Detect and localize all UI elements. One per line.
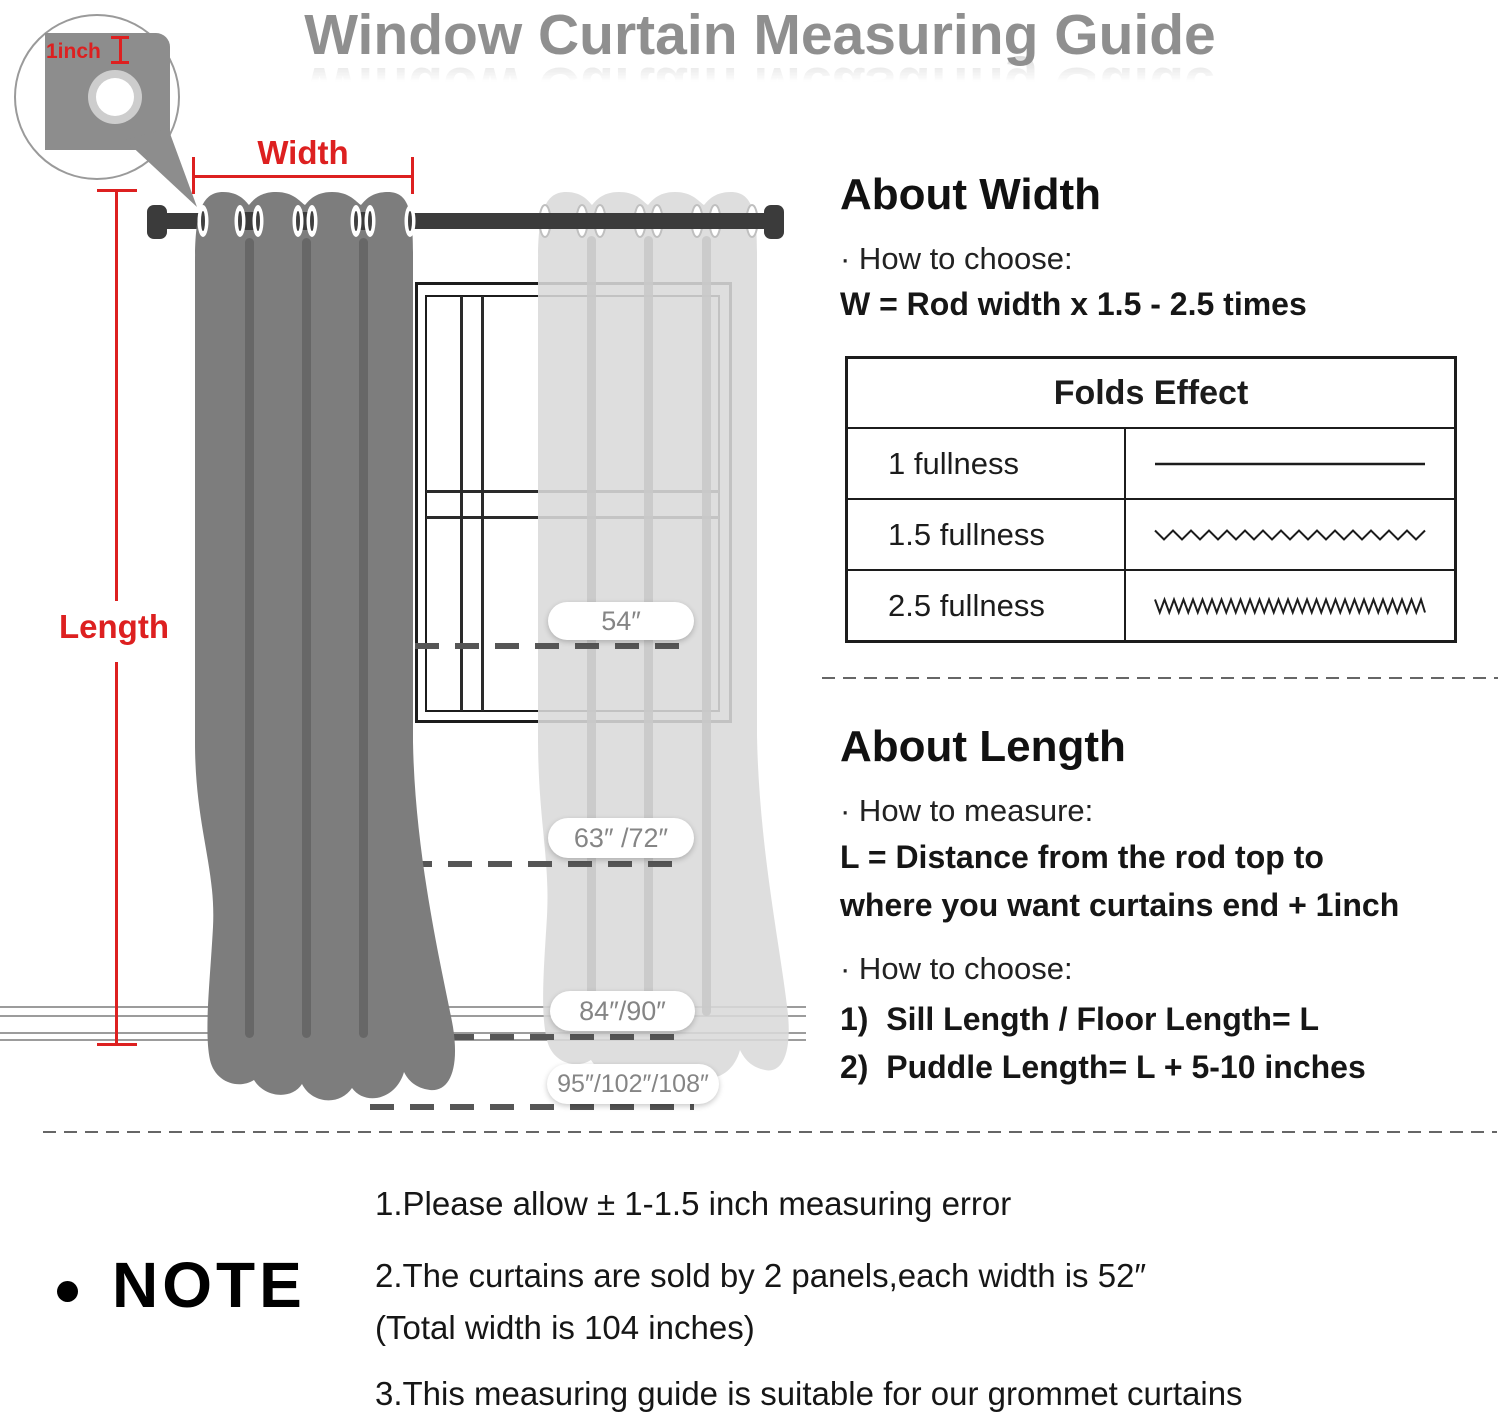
about-length-how-to-measure: · How to measure: bbox=[840, 793, 1094, 828]
about-length-heading: About Length bbox=[840, 722, 1126, 771]
length-measure-tick bbox=[97, 1043, 137, 1046]
fold-row bbox=[848, 429, 1454, 500]
folds-table-title: Folds Effect bbox=[848, 359, 1454, 429]
fold-row-label: 1.5 fullness bbox=[848, 500, 1126, 569]
dark-curtain-panel bbox=[150, 182, 470, 1120]
about-width-formula: W = Rod width x 1.5 - 2.5 times bbox=[840, 286, 1307, 322]
note-item-3: 3.This measuring guide is suitable for our grommet curtains bbox=[375, 1375, 1243, 1412]
length-formula-line2: where you want curtains end + 1inch bbox=[840, 887, 1400, 923]
curtain-rod-finial-right bbox=[764, 205, 784, 239]
note-bullet bbox=[57, 1281, 78, 1302]
about-width-heading: About Width bbox=[840, 170, 1102, 219]
width-measure-line bbox=[193, 175, 413, 178]
size-marker-63-72: 63″ /72″ bbox=[548, 818, 694, 858]
note-label: NOTE bbox=[112, 1249, 306, 1321]
length-measure-line bbox=[115, 191, 118, 601]
fold-pattern-zigzag bbox=[1145, 510, 1435, 560]
grommet-detail-hole bbox=[96, 78, 134, 116]
size-marker-54: 54″ bbox=[548, 602, 694, 640]
length-measure-line bbox=[115, 662, 118, 1044]
size-marker-95-102-108: 95″/102″/108″ bbox=[547, 1064, 719, 1104]
note-item-1: 1.Please allow ± 1-1.5 inch measuring error bbox=[375, 1185, 1012, 1222]
fold-row-label: 2.5 fullness bbox=[848, 571, 1126, 640]
about-length-how-to-choose: · How to choose: bbox=[840, 951, 1073, 986]
fold-row-label: 1 fullness bbox=[848, 429, 1126, 498]
length-label: Length bbox=[59, 608, 169, 645]
one-inch-measure-tick bbox=[111, 61, 129, 64]
note-item-2b: (Total width is 104 inches) bbox=[375, 1309, 755, 1346]
section-divider bbox=[822, 677, 1498, 679]
length-choice-sill-floor: 1) Sill Length / Floor Length= L bbox=[840, 1001, 1320, 1037]
bottom-divider bbox=[43, 1131, 1497, 1133]
width-label: Width bbox=[257, 134, 349, 171]
one-inch-label: 1inch bbox=[46, 40, 101, 63]
sheer-curtain-panel bbox=[480, 186, 810, 1116]
width-measure-tick bbox=[411, 157, 414, 194]
fold-pattern-zigzag-dense bbox=[1145, 581, 1435, 631]
fold-pattern-straight bbox=[1145, 439, 1435, 489]
fold-row bbox=[848, 500, 1454, 571]
one-inch-measure-tick bbox=[111, 36, 129, 39]
length-choice-puddle: 2) Puddle Length= L + 5-10 inches bbox=[840, 1049, 1366, 1085]
fold-row bbox=[848, 571, 1454, 640]
folds-effect-table bbox=[845, 356, 1457, 643]
page-title: Window Curtain Measuring Guide bbox=[304, 3, 1216, 67]
size-marker-84-90: 84″/90″ bbox=[550, 991, 695, 1031]
note-item-2: 2.The curtains are sold by 2 panels,each width is 52″ bbox=[375, 1257, 1147, 1294]
about-width-how-to-choose: · How to choose: bbox=[840, 241, 1073, 276]
length-formula-line1: L = Distance from the rod top to bbox=[840, 839, 1324, 875]
magnifier-pointer bbox=[100, 115, 210, 215]
